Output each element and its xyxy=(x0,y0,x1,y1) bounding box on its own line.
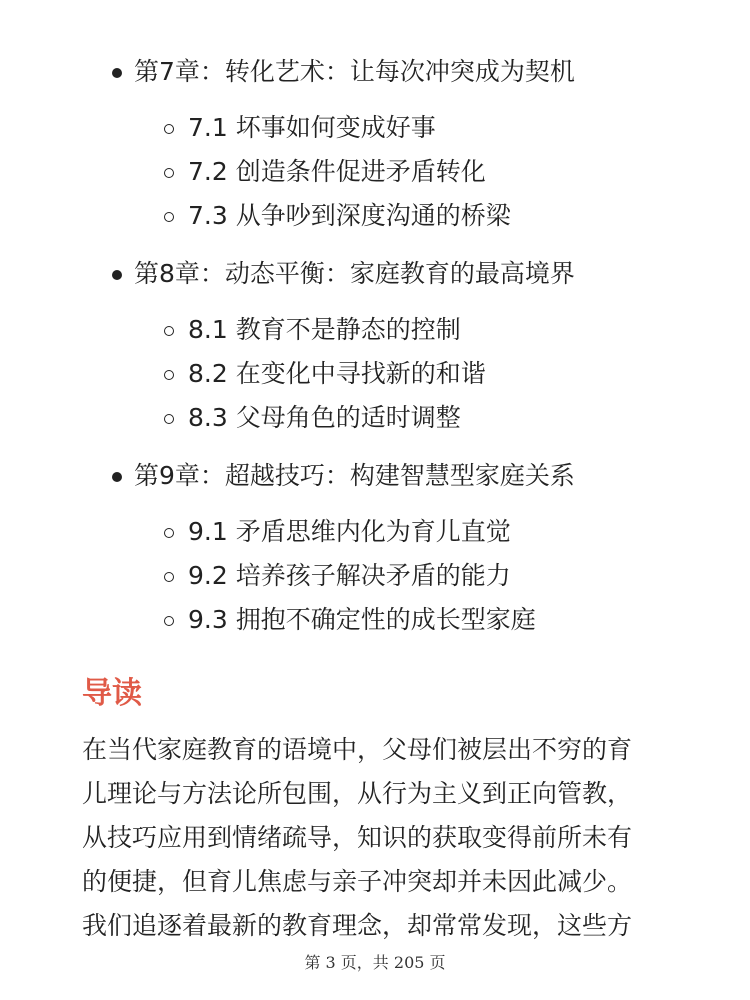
intro-line-1: 在当代家庭教育的语境中，父母们被层出不穷的育 xyxy=(82,735,633,764)
section-title: 9.1 矛盾思维内化为育儿直觉 xyxy=(188,517,511,546)
intro-line-4: 的便捷，但育儿焦虑与亲子冲突却并未因此减少。 xyxy=(82,867,633,896)
chapter-title: 第7章：转化艺术：让每次冲突成为契机 xyxy=(134,57,575,86)
bullet-circle xyxy=(164,124,174,134)
bullet-circle xyxy=(164,572,174,582)
section-title: 8.2 在变化中寻找新的和谐 xyxy=(188,359,486,388)
section-title: 7.1 坏事如何变成好事 xyxy=(188,113,436,142)
intro-line-2: 儿理论与方法论所包围，从行为主义到正向管教， xyxy=(82,779,633,808)
bullet-circle xyxy=(164,528,174,538)
bullet-dot xyxy=(112,68,122,78)
section-title: 8.1 教育不是静态的控制 xyxy=(188,315,461,344)
bullet-circle xyxy=(164,370,174,380)
section-title: 8.3 父母角色的适时调整 xyxy=(188,403,461,432)
section-title: 9.3 拥抱不确定性的成长型家庭 xyxy=(188,605,536,634)
bullet-circle xyxy=(164,616,174,626)
intro-line-3: 从技巧应用到情绪疏导，知识的获取变得前所未有 xyxy=(82,823,633,852)
chapter-title: 第8章：动态平衡：家庭教育的最高境界 xyxy=(134,259,575,288)
intro-line-5: 我们追逐着最新的教育理念，却常常发现，这些方 xyxy=(82,911,633,940)
section-title: 7.3 从争吵到深度沟通的桥梁 xyxy=(188,201,511,230)
chapter-title: 第9章：超越技巧：构建智慧型家庭关系 xyxy=(134,461,575,490)
bullet-circle xyxy=(164,326,174,336)
page-footer: 第 3 页，共 205 页 xyxy=(304,953,446,972)
section-title: 7.2 创造条件促进矛盾转化 xyxy=(188,157,486,186)
bullet-dot xyxy=(112,270,122,280)
bullet-circle xyxy=(164,168,174,178)
bullet-circle xyxy=(164,212,174,222)
section-title: 9.2 培养孩子解决矛盾的能力 xyxy=(188,561,511,590)
bullet-dot xyxy=(112,472,122,482)
bullet-circle xyxy=(164,414,174,424)
intro-heading: 导读 xyxy=(82,676,142,711)
